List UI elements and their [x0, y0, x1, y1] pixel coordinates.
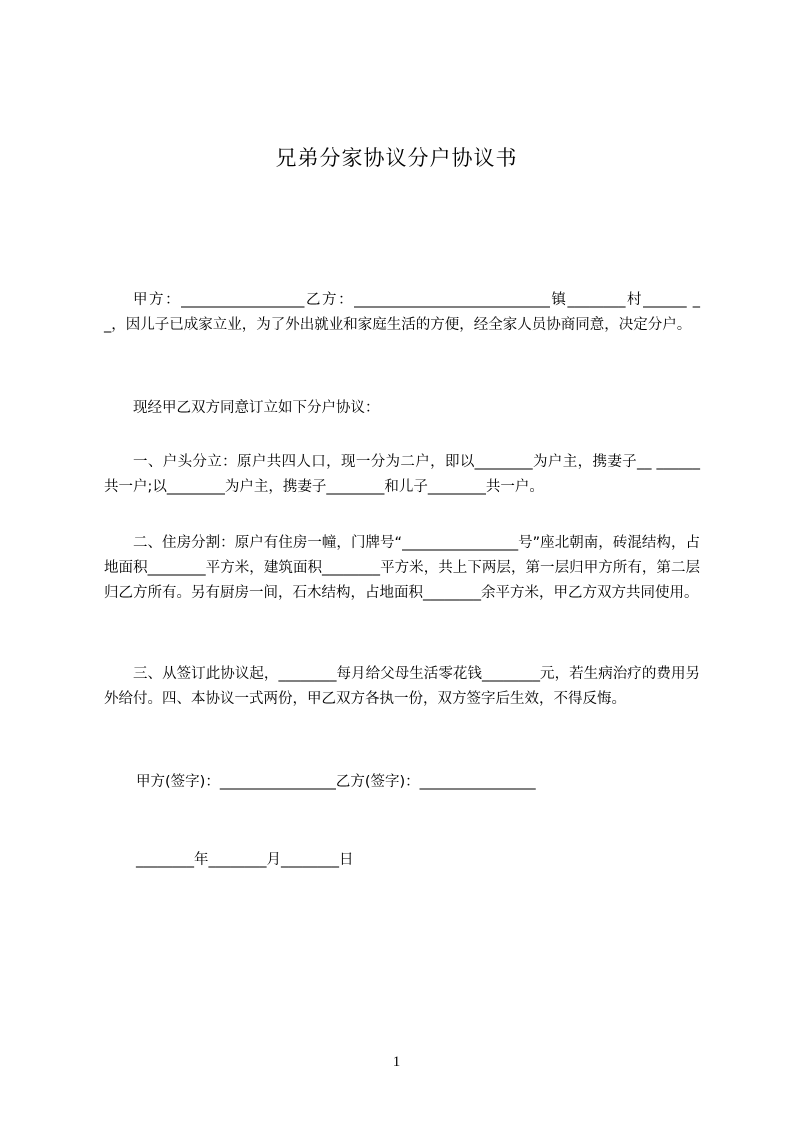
page-number: 1: [392, 1054, 401, 1070]
intro-paragraph: 甲方：_________________乙方：___________________________镇________村______ __，因儿子已成家立业，为了外出就业和家庭生活的方便，经全家人员协商同意，决定分户。: [104, 292, 700, 333]
clause-household-split: 一、户头分立：原户共四人口，现一分为二户，即以________为户主，携妻子__ ______共一户;以________为户主，携妻子________和儿子________共一户。: [104, 454, 700, 495]
date-line: ________年________月________日: [136, 852, 354, 868]
agreement-lead-paragraph: 现经甲乙双方同意订立如下分户协议：: [133, 400, 380, 416]
signature-line: 甲方(签字)：________________乙方(签字)：________________: [136, 774, 536, 790]
clause-parent-support: 三、从签订此协议起，________每月给父母生活零花钱________元，若生病治疗的费用另外给付。四、本协议一式两份，甲乙双方各执一份，双方签字后生效，不得反悔。: [104, 666, 700, 707]
document-title: 兄弟分家协议分户协议书: [275, 146, 518, 170]
clause-housing-division: 二、住房分割：原户有住房一幢，门牌号“________________号”座北朝南，砖混结构，占地面积________平方米，建筑面积________平方米，共上下两层，第一层归甲方所有，第二层归乙方所有。另有厨房一间，石木结构，占地面积________余平方米，甲乙方双方共同使用。: [104, 535, 700, 601]
